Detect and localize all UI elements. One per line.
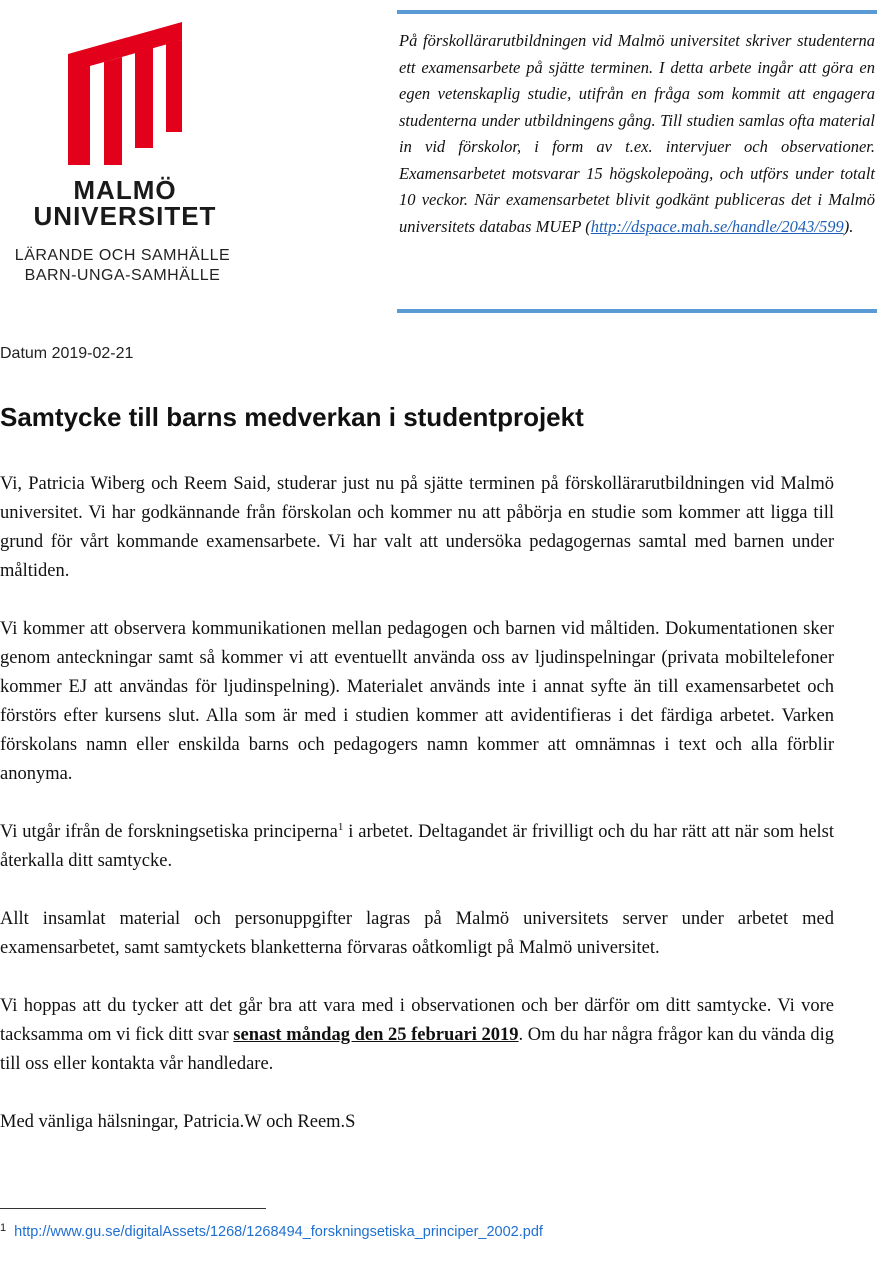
paragraph-storage: Allt insamlat material och personuppgifter lagras på Malmö universitets server under arbetet med examensarbetet, samt samtyckets blanketterna förvaras oåtkomligt på Malmö universitet. bbox=[0, 909, 834, 958]
footnote bbox=[0, 1222, 543, 1240]
ethics-text-end: i arbetet. Deltagandet är frivilligt och du har rätt att när som helst återkalla ditt samtycke. bbox=[0, 822, 835, 871]
infobox-text bbox=[399, 28, 875, 240]
footnote-number: 1 bbox=[0, 1222, 7, 1234]
infobox-bottom-rule bbox=[397, 309, 877, 313]
document-title: Samtycke till barns medverkan i studentprojekt bbox=[0, 402, 584, 432]
paragraph-method: Vi kommer att observera kommunikationen mellan pedagogen och barnen vid måltiden. Dokumentationen sker genom anteckningar samt så kommer vi att eventuellt använda oss av ljudinspelningar (privata mobiltelefoner kommer EJ att användas för ljudinspelning). Materialet används inte i annat syfte än till examensarbetet och förstörs efter kursens slut. Alla som är med i studien kommer att avidentifieras i det färdiga arbetet. Varken förskolans namn eller enskilda barns och pedagogers namn kommer att omnämnas i text och alla förblir anonyma. bbox=[0, 619, 834, 784]
footnote-link[interactable]: http://www.gu.se/digitalAssets/1268/1268494_forskningsetiska_principer_2002.pdf bbox=[14, 1224, 543, 1240]
signature-line: Med vänliga hälsningar, Patricia.W och Reem.S bbox=[0, 1112, 356, 1132]
footnote-separator bbox=[0, 1208, 266, 1209]
paragraph-ethics bbox=[0, 818, 834, 876]
university-name-line1: MALMÖ bbox=[73, 175, 177, 205]
paragraph-intro: Vi, Patricia Wiberg och Reem Said, studerar just nu på sjätte terminen på förskollärarutbildningen vid Malmö universitet. Vi har godkännande från förskolan och kommer nu att påbörja en studie som kommer att ligga till grund för vårt kommande examensarbete. Vi har valt att undersöka pedagogernas samtal med barnen under måltiden. bbox=[0, 474, 834, 581]
deadline-text: senast måndag den 25 februari 2019 bbox=[233, 1025, 519, 1045]
infobox-suffix: ). bbox=[843, 216, 854, 236]
infobox-top-rule bbox=[397, 10, 877, 14]
malmo-university-logo-icon bbox=[60, 22, 195, 165]
muep-link[interactable]: http://dspace.mah.se/handle/2043/599 bbox=[590, 216, 844, 236]
footnote-reference[interactable]: 1 bbox=[337, 820, 344, 833]
request-text-start: Vi hoppas att du tycker att det går bra att vara med i observationen och ber därför om ditt samtycke. Vi vore tacksamma om vi fick ditt svar bbox=[0, 996, 834, 1045]
ethics-text-start: Vi utgår ifrån de forskningsetiska principerna bbox=[0, 822, 338, 842]
document-date: Datum 2019-02-21 bbox=[0, 345, 134, 362]
paragraph-request bbox=[0, 992, 834, 1079]
request-text-end: . Om du har några frågor kan du vända dig till oss eller kontakta vår handledare. bbox=[0, 1025, 834, 1074]
university-name-line2: UNIVERSITET bbox=[33, 201, 217, 231]
department-line2: BARN-UNGA-SAMHÄLLE bbox=[24, 267, 221, 284]
department-line1: LÄRANDE OCH SAMHÄLLE bbox=[14, 247, 231, 264]
infobox-body: På förskollärarutbildningen vid Malmö universitet skriver studenterna ett examensarbete på sjätte terminen. I detta arbete ingår att göra en egen vetenskaplig studie, utifrån en fråga som kommit att engagera studenterna under utbildningens gång. Till studien samlas ofta material in vid förskolor, i form av t.ex. intervjuer och observationer. Examensarbetet motsvarar 15 högskolepoäng, och utförs under totalt 10 veckor. När examensarbetet blivit godkänt publiceras det i Malmö universitets databas MUEP ( bbox=[399, 31, 875, 236]
